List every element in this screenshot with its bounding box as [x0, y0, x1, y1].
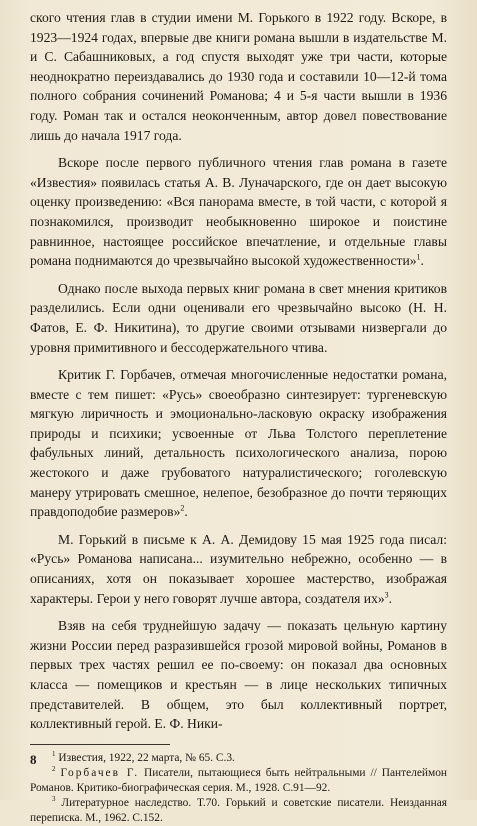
- paragraph-3: [30, 279, 447, 357]
- paragraph-tail: .: [420, 253, 424, 269]
- paragraph-6: [30, 616, 447, 734]
- footnote-2: [30, 766, 447, 796]
- paragraph-1: [30, 8, 447, 145]
- footnote-1: [30, 751, 447, 766]
- main-text: [30, 8, 447, 734]
- footnote-text: Писатели, пытающиеся быть нейтральными // Пантелеймон Романов. Критико-биографическая серия. М., 1928. С.91—92.: [30, 766, 447, 794]
- paragraph-2: [30, 153, 447, 271]
- paragraph-tail: .: [184, 504, 188, 520]
- footnote-mark: 2: [52, 764, 56, 773]
- footnote-text: Литературное наследство. Т.70. Горький и советские писатели. Неизданная переписка. М., 1962. С.152.: [30, 796, 447, 824]
- paragraph-tail: .: [388, 590, 393, 606]
- paragraph-text: Вскоре после первого публичного чтения глав романа в газете «Известия» появилась статья А. В. Луначарского, где он дает высокую оценку произведению: «Вся панорама вместе, в той части, с которой я познакомился, производит необыкновенно широкое и поистине равнинное, настоящее российское впечатление, и отдельные главы романа поднимаются до чрезвычайно высокой художественности»: [30, 155, 447, 269]
- footnote-mark: 1: [52, 749, 56, 758]
- paragraph-text: М. Горький в письме к А. А. Демидову 15 мая 1925 года писал: «Русь» Романова написана... изумительно небрежно, особенно — в описаниях, хотя он показывает хорошее мастерство, изображая характеры. Герои у него говорят лучше автора, создателя их»: [30, 531, 447, 606]
- paragraph-text: ского чтения глав в студии имени М. Горького в 1922 году. Вскоре, в 1923—1924 годах, впервые две книги романа вышли в издательстве М. и С. Сабашниковых, а год спустя выходят уже три части, которые неоднократно переиздавались до 1930 года и составили 10—12-й тома полного собрания сочинений Романова; 4 и 5-я части вышли в 1936 году. Роман так и остался неоконченным, автор довел повествование лишь до начала 1917 года.: [30, 10, 447, 143]
- paragraph-text: Однако после выхода первых книг романа в свет мнения критиков разделились. Если одни оценивали его чрезвычайно высоко (Н. Н. Фатов, Е. Ф. Никитина), то другие своими отзывами низвергали до уровня примитивного и бессодержательного чтива.: [30, 280, 447, 355]
- page-number: 8: [30, 752, 37, 767]
- footnote-mark: 3: [52, 794, 56, 803]
- footnote-ref-2: 2: [180, 503, 185, 513]
- paragraph-4: [30, 365, 447, 522]
- paragraph-5: [30, 530, 447, 608]
- footnote-author: Горбачев Г.: [60, 766, 140, 779]
- footnote-text: Известия, 1922, 22 марта, № 65. С.3.: [58, 751, 235, 764]
- paragraph-text: Критик Г. Горбачев, отмечая многочисленные недостатки романа, вместе с тем пишет: «Русь» своеобразно синтезирует: тургеневскую мягкую лиричность и эмоционально-ласковую окраску изображения природы и психики; усвоенные от Льва Толстого переплетение фабульных линий, детальность психологического анализа, порою жестокого и даже грубоватого натуралистического; гоголевскую манеру утрировать смешное, нелепое, безобразное до почти теряющих правдоподобие размеров»: [30, 367, 447, 520]
- footnote-ref-3: 3: [384, 590, 389, 600]
- paragraph-text: Взяв на себя труднейшую задачу — показать цельную картину жизни России перед разразившейся грозой мировой войны, Романов в первых трех частях решил ее по-своему: он показал два основных класса — помещиков и крестьян — в лице нескольких типичных представителей. В общем, это был коллективный портрет, коллективный герой. Е. Ф. Ники-: [30, 618, 447, 732]
- footnote-3: [30, 796, 447, 826]
- footnote-ref-1: 1: [416, 252, 421, 262]
- footnotes: [30, 751, 447, 826]
- footnote-divider: [30, 744, 170, 745]
